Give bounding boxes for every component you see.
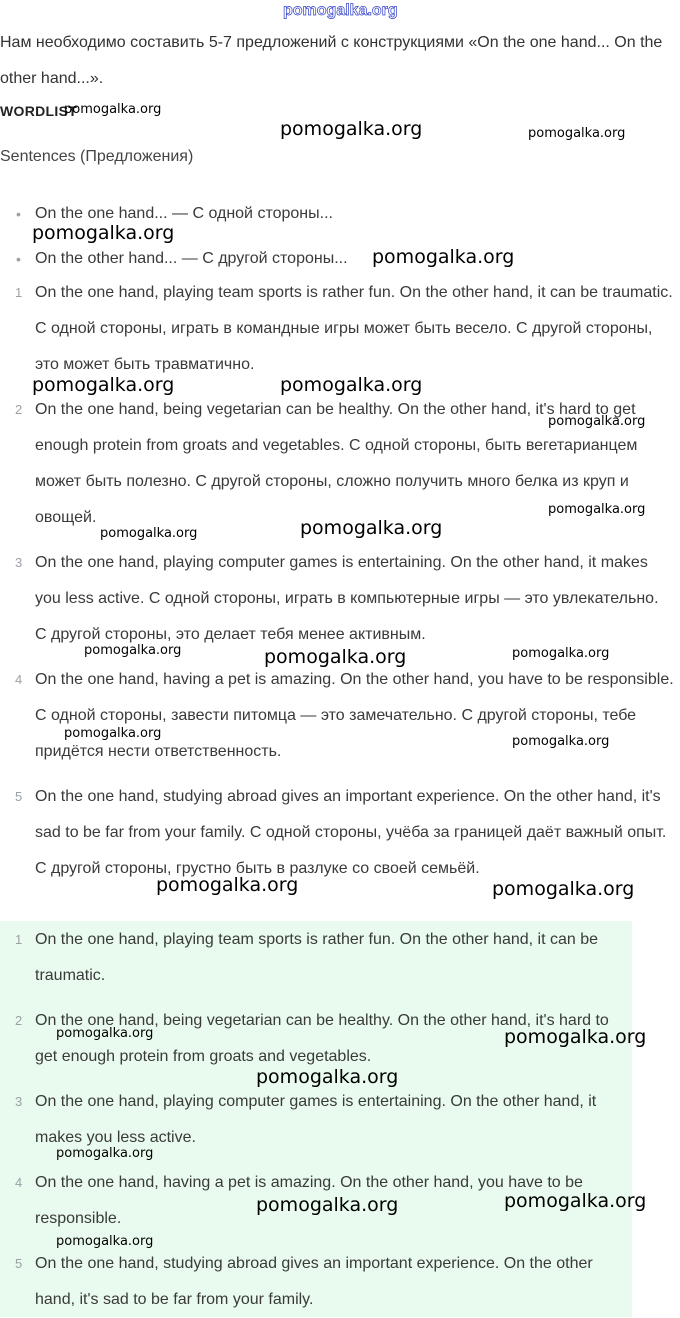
watermark: pomogalka.org <box>512 734 610 749</box>
watermark: pomogalka.org <box>32 222 175 244</box>
item-text: On the one hand, being vegetarian can be healthy. On the other hand, it's hard to get enough protein from groats and vegetables. <box>35 1012 609 1065</box>
item-number: 1 <box>15 285 23 300</box>
watermark: pomogalka.org <box>280 118 423 140</box>
answer-item <box>0 922 632 994</box>
watermark: pomogalka.org <box>512 646 610 661</box>
item-number: 5 <box>15 789 23 804</box>
item-text: On the one hand, playing team sports is rather fun. On the other hand, it can be traumatic. <box>35 931 599 984</box>
watermark: pomogalka.org <box>56 1026 154 1041</box>
watermark: pomogalka.org <box>492 878 635 900</box>
task-text: Нам необходимо составить 5-7 предложений с конструкциями «On the one hand... On the other hand...». <box>0 34 663 87</box>
watermark: pomogalka.org <box>548 502 646 517</box>
watermark: pomogalka.org <box>504 1190 647 1212</box>
item-text: On the one hand, having a pet is amazing. On the other hand, you have to be responsible. С одной стороны, завести питомца — это замечательно. С другой стороны, тебе придётся нести ответственность. <box>35 671 674 760</box>
watermark: pomogalka.org <box>504 1026 647 1048</box>
item-text: On the one hand, studying abroad gives an important experience. On the other hand, it's sad to be far from your family. С одной стороны, учёба за границей даёт важный опыт. С другой стороны, грустно быть в разлуке со своей семьёй. <box>35 788 667 877</box>
watermark: pomogalka.org <box>84 643 182 658</box>
item-number: 3 <box>15 1094 23 1109</box>
watermark: pomogalka.org <box>100 526 198 541</box>
wordlist-label: WORDLIST <box>0 103 78 119</box>
watermark: pomogalka.org <box>56 1234 154 1249</box>
answer-item <box>0 1084 632 1156</box>
phrase-list <box>0 197 676 287</box>
sentence-item <box>0 275 676 383</box>
item-text: On the one hand, having a pet is amazing. On the other hand, you have to be responsible. <box>35 1174 583 1227</box>
item-text: On the one hand, studying abroad gives an important experience. On the other hand, it's sad to be far from your family. <box>35 1255 593 1308</box>
item-text: On the one hand, playing computer games is entertaining. On the other hand, it makes you less active. <box>35 1093 597 1146</box>
watermark: pomogalka.org <box>372 246 515 268</box>
list-item: • On the other hand... — С другой стороны... <box>0 242 676 287</box>
sentence-item <box>0 392 676 536</box>
watermark: pomogalka.org <box>56 1146 154 1161</box>
watermark: pomogalka.org <box>64 726 162 741</box>
answer-item <box>0 1246 632 1318</box>
sentences-heading: Sentences (Предложения) <box>0 148 194 165</box>
watermark: pomogalka.org <box>256 1194 399 1216</box>
item-number: 2 <box>15 402 23 417</box>
item-text: On the one hand, playing computer games is entertaining. On the other hand, it makes you less active. С одной стороны, играть в компьютерные игры — это увлекательно. С другой стороны, это делает тебя менее активным. <box>35 554 659 643</box>
watermark: pomogalka.org <box>32 374 175 396</box>
item-number: 4 <box>15 672 23 687</box>
item-text: On the one hand, being vegetarian can be healthy. On the other hand, it's hard to get enough protein from groats and vegetables. С одной стороны, быть вегетарианцем может быть полезно. С другой стороны, сложно получить много белка из круп и овощей. <box>35 401 638 526</box>
item-number: 4 <box>15 1175 23 1190</box>
sentence-item <box>0 662 676 770</box>
item-number: 5 <box>15 1256 23 1271</box>
watermark: pomogalka.org <box>280 374 423 396</box>
watermark: pomogalka.org <box>256 1066 399 1088</box>
watermark: pomogalka.org <box>264 646 407 668</box>
watermark: pomogalka.org <box>156 874 299 896</box>
item-number: 3 <box>15 555 23 570</box>
sentence-item <box>0 779 676 887</box>
site-name[interactable]: pomogalka.org <box>283 2 398 19</box>
watermark: pomogalka.org <box>548 414 646 429</box>
watermark: pomogalka.org <box>528 126 626 141</box>
item-number: 2 <box>15 1013 23 1028</box>
item-text: On the one hand, playing team sports is rather fun. On the other hand, it can be traumatic. С одной стороны, играть в командные игры может быть весело. С другой стороны, это может быть травматично. <box>35 284 673 373</box>
watermark: pomogalka.org <box>300 517 443 539</box>
answer-item <box>0 1003 632 1075</box>
answer-item <box>0 1165 632 1237</box>
list-item: • On the one hand... — С одной стороны... <box>0 197 676 242</box>
watermark: pomogalka.org <box>64 102 162 117</box>
item-number: 1 <box>15 932 23 947</box>
sentence-item <box>0 545 676 653</box>
